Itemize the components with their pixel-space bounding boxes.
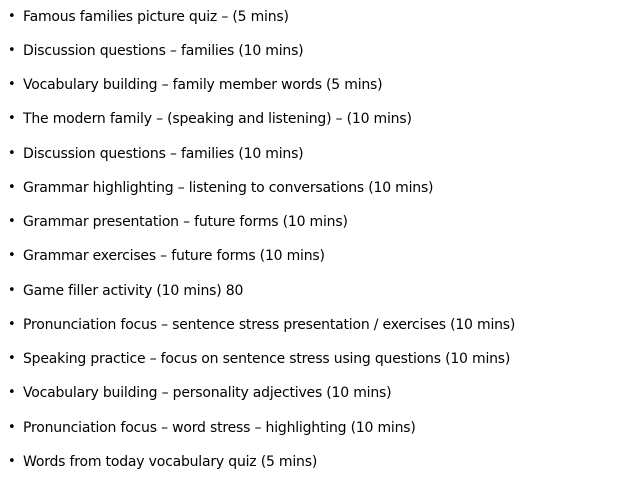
list-item-text: Grammar exercises – future forms (10 mins) xyxy=(23,248,325,264)
list-item-text: Game filler activity (10 mins) 80 xyxy=(23,283,244,299)
bullet-icon: • xyxy=(8,180,16,195)
list-item-text: Grammar presentation – future forms (10 mins) xyxy=(23,214,348,230)
list-item-text: The modern family – (speaking and listening) – (10 mins) xyxy=(23,111,412,127)
bullet-icon: • xyxy=(8,9,16,24)
bullet-icon: • xyxy=(8,454,16,469)
bullet-icon: • xyxy=(8,385,16,400)
list-item-text: Pronunciation focus – word stress – highlighting (10 mins) xyxy=(23,420,416,436)
list-item-text: Words from today vocabulary quiz (5 mins) xyxy=(23,454,318,470)
list-item-text: Discussion questions – families (10 mins) xyxy=(23,43,304,59)
list-item-text: Famous families picture quiz – (5 mins) xyxy=(23,9,289,25)
bullet-icon: • xyxy=(8,214,16,229)
bullet-icon: • xyxy=(8,43,16,58)
list-item-text: Speaking practice – focus on sentence stress using questions (10 mins) xyxy=(23,351,511,367)
bullet-icon: • xyxy=(8,420,16,435)
list-item-text: Vocabulary building – personality adjectives (10 mins) xyxy=(23,385,392,401)
list-item-text: Pronunciation focus – sentence stress presentation / exercises (10 mins) xyxy=(23,317,516,333)
list-item-text: Discussion questions – families (10 mins) xyxy=(23,146,304,162)
bullet-icon: • xyxy=(8,111,16,126)
list-item-text: Vocabulary building – family member words (5 mins) xyxy=(23,77,383,93)
bullet-icon: • xyxy=(8,146,16,161)
bullet-icon: • xyxy=(8,351,16,366)
bullet-icon: • xyxy=(8,283,16,298)
bullet-icon: • xyxy=(8,248,16,263)
list-item-text: Grammar highlighting – listening to conversations (10 mins) xyxy=(23,180,434,196)
bullet-icon: • xyxy=(8,317,16,332)
bullet-icon: • xyxy=(8,77,16,92)
